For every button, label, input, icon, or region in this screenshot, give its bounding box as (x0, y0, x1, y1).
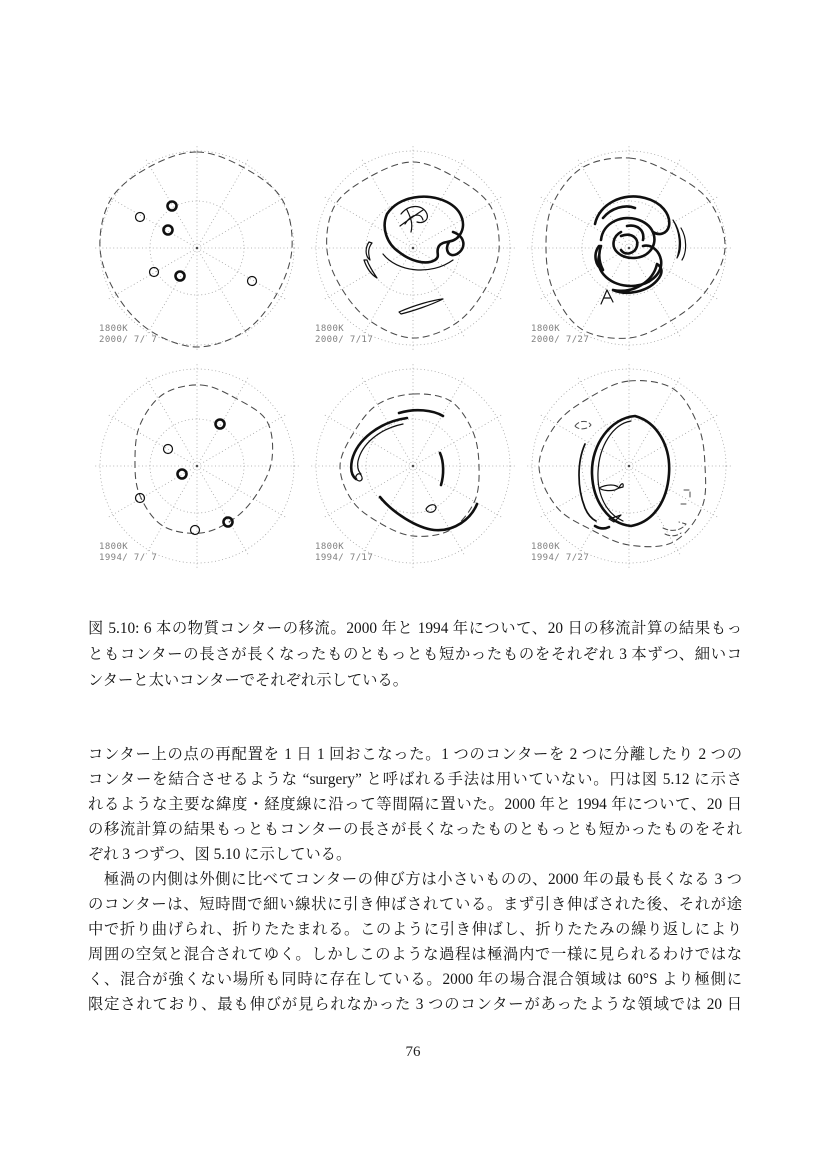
panel-level-label: 1800K (531, 324, 561, 334)
text-line: れるような主要な緯度・経度線に沿って等間隔に置いた。2000 年と 1994 年について、20 日 (88, 796, 742, 813)
panel-2000-7-7 (89, 140, 305, 356)
text-line: コンター上の点の再配置を 1 日 1 回おこなった。1 つのコンターを 2 つに分離したり 2 つの (88, 746, 742, 763)
panel-date-label: 1994/ 7/27 (531, 553, 590, 563)
panel-date-label: 2000/ 7/27 (531, 335, 590, 345)
panel-date-label: 2000/ 7/17 (315, 335, 374, 345)
panel-1994-7-27 (521, 358, 737, 574)
panel-2000-7-17 (305, 140, 521, 356)
text-line: 極渦の内側は外側に比べてコンターの伸び方は小さいものの、2000 年の最も長くなる 3 つ (88, 871, 742, 888)
panel-2000-7-27 (521, 140, 737, 356)
paragraph-1 (88, 742, 742, 867)
panel-date-label: 2000/ 7/ 7 (99, 335, 158, 345)
panel-level-label: 1800K (531, 542, 561, 552)
text-line: の移流計算の結果もっともコンターの長さが長くなったものともっとも短かったものをそれ (88, 821, 742, 838)
text-line: く、混合が強くない場所も同時に存在している。2000 年の場合混合領域は 60°S より極側に (88, 971, 742, 988)
page-number: 76 (405, 1044, 421, 1060)
body-text (88, 742, 742, 1017)
panel-date-label: 1994/ 7/17 (315, 553, 374, 563)
panel-date-label: 1994/ 7/ 7 (99, 553, 158, 563)
text-line: 限定されており、最も伸びが見られなかった 3 つのコンターがあったような領域では 20 日 (88, 996, 742, 1013)
caption-line: 図 5.10: 6 本の物質コンターの移流。2000 年と 1994 年について、20 日の移流計算の結果もっ (88, 620, 742, 637)
text-line: ぞれ 3 つずつ、図 5.10 に示している。 (88, 846, 352, 863)
panel-level-label: 1800K (315, 324, 345, 334)
caption-line: ともコンターの長さが長くなったものともっとも短かったものをそれぞれ 3 本ずつ、細いコ (88, 646, 742, 663)
panel-1994-7-7 (89, 358, 305, 574)
paragraph-2 (88, 867, 742, 1017)
text-line: のコンターは、短時間で細い線状に引き伸ばされている。まず引き伸ばされた後、それが途 (88, 896, 742, 913)
caption-line: ンターと太いコンターでそれぞれ示している。 (88, 672, 409, 689)
text-line: コンターを結合させるような “surgery” と呼ばれる手法は用いていない。円は図 5.12 に示さ (88, 771, 742, 788)
text-line: 周囲の空気と混合されてゆく。しかしこのような過程は極渦内で一様に見られるわけではな (88, 946, 742, 963)
figure-caption (88, 616, 742, 694)
panel-level-label: 1800K (99, 542, 129, 552)
panel-level-label: 1800K (99, 324, 129, 334)
text-line: 中で折り曲げられ、折りたたまれる。このように引き伸ばし、折りたたみの繰り返しにより (88, 921, 742, 938)
panel-level-label: 1800K (315, 542, 345, 552)
panel-1994-7-17 (305, 358, 521, 574)
